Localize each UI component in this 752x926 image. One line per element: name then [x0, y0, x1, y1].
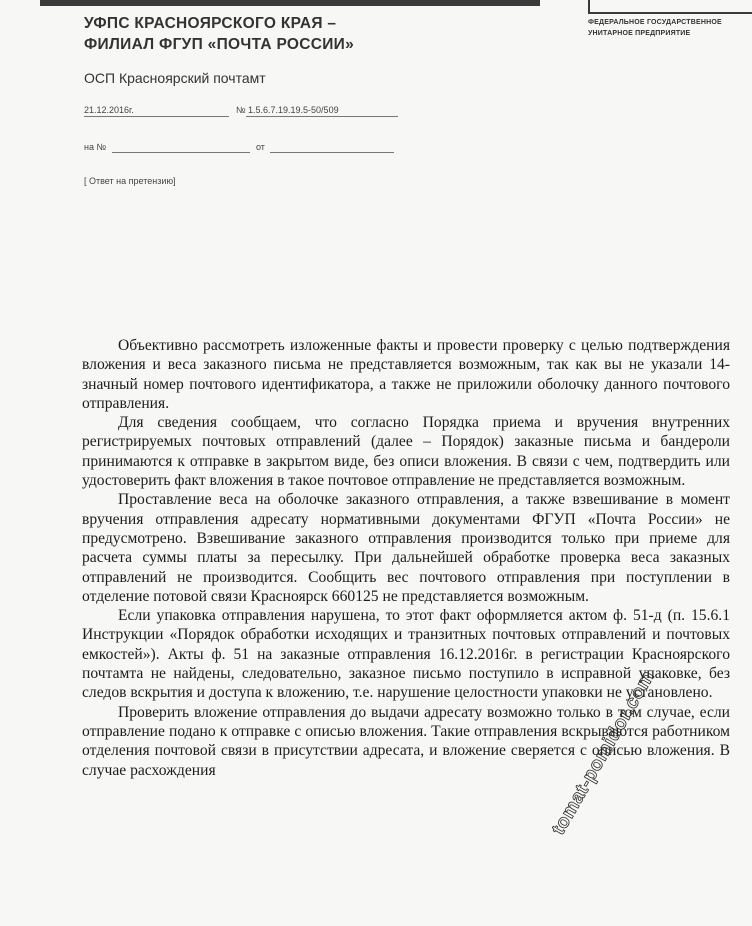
org-name-line2: ФИЛИАЛ ФГУП «ПОЧТА РОССИИ»	[84, 36, 355, 53]
watermark: tomat-pomidor.com	[548, 667, 660, 839]
from-label: от	[256, 142, 265, 152]
paragraph-2: Для сведения сообщаем, что согласно Порядка приема и вручения внутренних регистрируемых почтовых отправлений (далее – Порядок) заказные письма и бандероли принимаются к отправке в закрытом виде, без описи вложения. В связи с чем, подтвердить или удостоверить факт вложения в такое почтовое отправление не представляется возможным.	[82, 414, 730, 490]
logo-frame	[588, 0, 752, 14]
logo-text-line1: ФЕДЕРАЛЬНОЕ ГОСУДАРСТВЕННОЕ	[588, 19, 722, 26]
ref-underline	[112, 152, 250, 153]
date-underline	[84, 116, 229, 117]
paragraph-4: Если упаковка отправления нарушена, то этот факт оформляется актом ф. 51-д (п. 15.6.1 Инструкции «Порядок обработки исходящих и транзитных почтовых отправлений и почтовых емкостей»). Акты ф. 51 на заказные отправления 16.12.2016г. в регистрации Красноярского почтамта не найдены, следовательно, заказное письмо поступило в исправной упаковке, без следов вскрытия и доступа к вложению, т.е. нарушение целостности упаковки не установлено.	[82, 607, 730, 702]
paragraph-1: Объективно рассмотреть изложенные факты и провести проверку с целью подтверждения вложения и веса заказного письма не представляется возможным, так как вы не указали 14-значный номер почтового идентификатора, а также не приложили оболочку данного почтового отправления.	[82, 337, 730, 412]
number-label: №	[236, 105, 246, 115]
number-underline	[246, 116, 398, 117]
subject-line: [ Ответ на претензию]	[84, 176, 176, 186]
paragraph-5: Проверить вложение отправления до выдачи адресату возможно только в том случае, если отправление подано к отправке с описью вложения. Такие отправления вскрываются работником отделения почтовой связи в присутствии адресата, и вложение сверяется с описью вложения. В случае расхождения	[82, 703, 730, 779]
branch-name: ОСП Красноярский почтамт	[84, 70, 266, 86]
ref-label: на №	[84, 142, 107, 152]
from-underline	[270, 152, 394, 153]
header-rule	[40, 0, 540, 6]
org-name-line1: УФПС КРАСНОЯРСКОГО КРАЯ –	[84, 15, 337, 32]
logo-text-line2: УНИТАРНОЕ ПРЕДПРИЯТИЕ	[588, 30, 691, 37]
paragraph-3: Проставление веса на оболочке заказного отправления, а также взвешивание в момент вручения отправления адресату нормативными документами ФГУП «Почта России» не предусмотрено. Взвешивание заказного отправления производится только при приеме для расчета суммы платы за пересылку. При дальнейшей обработке проверка веса заказных отправлений не производится. Сообщить вес почтового отправления при поступлении в отделение потовой связи Красноярск 660125 не представляется возможным.	[82, 491, 730, 605]
letter-number: 1.5.6.7.19.19.5-50/509	[248, 105, 339, 115]
letter-date: 21.12.2016г.	[84, 105, 134, 115]
